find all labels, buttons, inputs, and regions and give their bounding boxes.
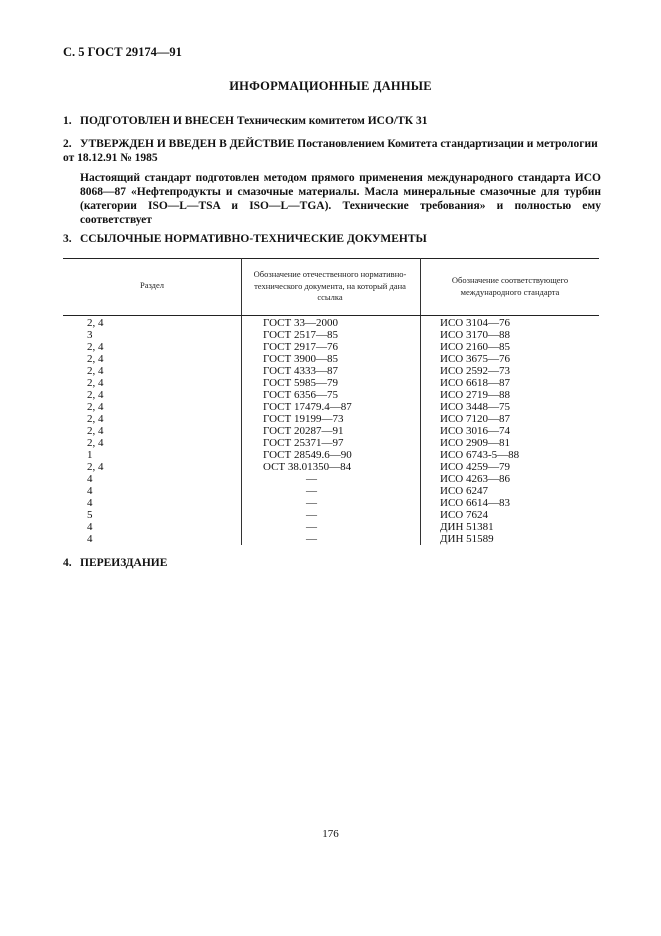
cell-section: 4 [87,521,93,533]
page-header: С. 5 ГОСТ 29174—91 [63,45,182,59]
cell-national-doc: ГОСТ 33—2000 [263,317,338,329]
section-heading: УТВЕРЖДЕН И ВВЕДЕН В ДЕЙСТВИЕ [80,138,295,150]
cell-national-doc: ГОСТ 4333—87 [263,365,338,377]
cell-section: 4 [87,497,93,509]
table-top-rule [63,258,599,259]
cell-national-doc: ГОСТ 5985—79 [263,377,338,389]
cell-national-doc: — [306,533,317,545]
table-row [63,485,599,497]
section-number: 1. [63,115,72,127]
section-1 [63,114,603,128]
cell-section: 2, 4 [87,365,104,377]
cell-national-doc: ГОСТ 25371—97 [263,437,344,449]
cell-national-doc: ГОСТ 17479.4—87 [263,401,352,413]
table-row [63,473,599,485]
cell-national-doc: ОСТ 38.01350—84 [263,461,352,473]
table-row [63,317,599,329]
cell-national-doc: ГОСТ 2917—76 [263,341,338,353]
cell-national-doc: ГОСТ 28549.6—90 [263,449,352,461]
section-heading: ПЕРЕИЗДАНИЕ [80,557,168,569]
section-number: 3. [63,233,72,245]
section-number: 2. [63,138,72,150]
table-row [63,377,599,389]
cell-international-doc: ИСО 3170—88 [440,329,510,341]
table-row [63,497,599,509]
cell-international-doc: ИСО 7120—87 [440,413,510,425]
table-row [63,389,599,401]
cell-national-doc: ГОСТ 6356—75 [263,389,338,401]
cell-section: 2, 4 [87,353,104,365]
table-body [63,317,599,545]
cell-international-doc: ИСО 2592—73 [440,365,510,377]
cell-section: 2, 4 [87,389,104,401]
table-header-rule [63,315,599,316]
cell-section: 2, 4 [87,413,104,425]
cell-national-doc: — [306,509,317,521]
cell-international-doc: ДИН 51381 [440,521,494,533]
cell-section: 5 [87,509,93,521]
cell-international-doc: ИСО 7624 [440,509,488,521]
section-number: 4. [63,557,72,569]
cell-national-doc: ГОСТ 19199—73 [263,413,344,425]
cell-section: 2, 4 [87,377,104,389]
cell-international-doc: ИСО 3016—74 [440,425,510,437]
document-title: ИНФОРМАЦИОННЫЕ ДАННЫЕ [229,79,432,93]
cell-national-doc: ГОСТ 2517—85 [263,329,338,341]
table-row [63,509,599,521]
cell-national-doc: — [306,473,317,485]
section-text: Техническим комитетом ИСО/ТК 31 [236,115,428,127]
table-row [63,533,599,545]
section-heading: ПОДГОТОВЛЕН И ВНЕСЕН [80,115,234,127]
cell-section: 2, 4 [87,341,104,353]
table-row [63,413,599,425]
cell-international-doc: ИСО 6614—83 [440,497,510,509]
table-row [63,353,599,365]
cell-national-doc: ГОСТ 20287—91 [263,425,344,437]
cell-section: 4 [87,485,93,497]
cell-international-doc: ДИН 51589 [440,533,494,545]
cell-national-doc: ГОСТ 3900—85 [263,353,338,365]
cell-international-doc: ИСО 3448—75 [440,401,510,413]
section-heading: ССЫЛОЧНЫЕ НОРМАТИВНО-ТЕХНИЧЕСКИЕ ДОКУМЕНТЫ [80,233,427,245]
cell-international-doc: ИСО 2719—88 [440,389,510,401]
column-header-national-doc: Обозначение отечественного нормативно-технического документа, на который дана ссылка [253,269,407,302]
table-row [63,401,599,413]
cell-international-doc: ИСО 3104—76 [440,317,510,329]
table-row [63,461,599,473]
column-header-international-doc: Обозначение соответствующего международного стандарта [451,275,569,297]
cell-international-doc: ИСО 6743-5—88 [440,449,520,461]
cell-international-doc: ИСО 6247 [440,485,488,497]
table-row [63,521,599,533]
section-3 [63,232,603,246]
page-number: 176 [322,828,339,840]
cell-section: 2, 4 [87,317,104,329]
section-text: Постановлением Комитета стандартизации и метрологии от 18.12.91 № 1985 [63,138,598,164]
section-4 [63,556,603,570]
section-2 [63,137,603,165]
table-row [63,425,599,437]
column-header-section: Раздел [139,280,165,290]
cell-national-doc: — [306,497,317,509]
cell-international-doc: ИСО 2909—81 [440,437,510,449]
cell-section: 2, 4 [87,461,104,473]
cell-international-doc: ИСО 4259—79 [440,461,510,473]
cell-national-doc: — [306,521,317,533]
cell-section: 2, 4 [87,401,104,413]
cell-international-doc: ИСО 3675—76 [440,353,510,365]
cell-section: 3 [87,329,93,341]
cell-section: 4 [87,533,93,545]
table-row [63,449,599,461]
cell-section: 4 [87,473,93,485]
cell-international-doc: ИСО 2160—85 [440,341,510,353]
table-row [63,365,599,377]
cell-section: 2, 4 [87,425,104,437]
cell-international-doc: ИСО 6618—87 [440,377,510,389]
cell-section: 2, 4 [87,437,104,449]
standard-description-paragraph: Настоящий стандарт подготовлен методом прямого применения международного стандарта ИСО 8068—87 «Нефтепродукты и смазочные материалы. Масла минеральные смазочные для турбин (категории ISO—L—TSA и ISO—L—TGA). Технические требования» и полностью ему соответствует [80,172,601,226]
table-row [63,329,599,341]
cell-section: 1 [87,449,93,461]
cell-national-doc: — [306,485,317,497]
cell-international-doc: ИСО 4263—86 [440,473,510,485]
table-row [63,437,599,449]
table-row [63,341,599,353]
